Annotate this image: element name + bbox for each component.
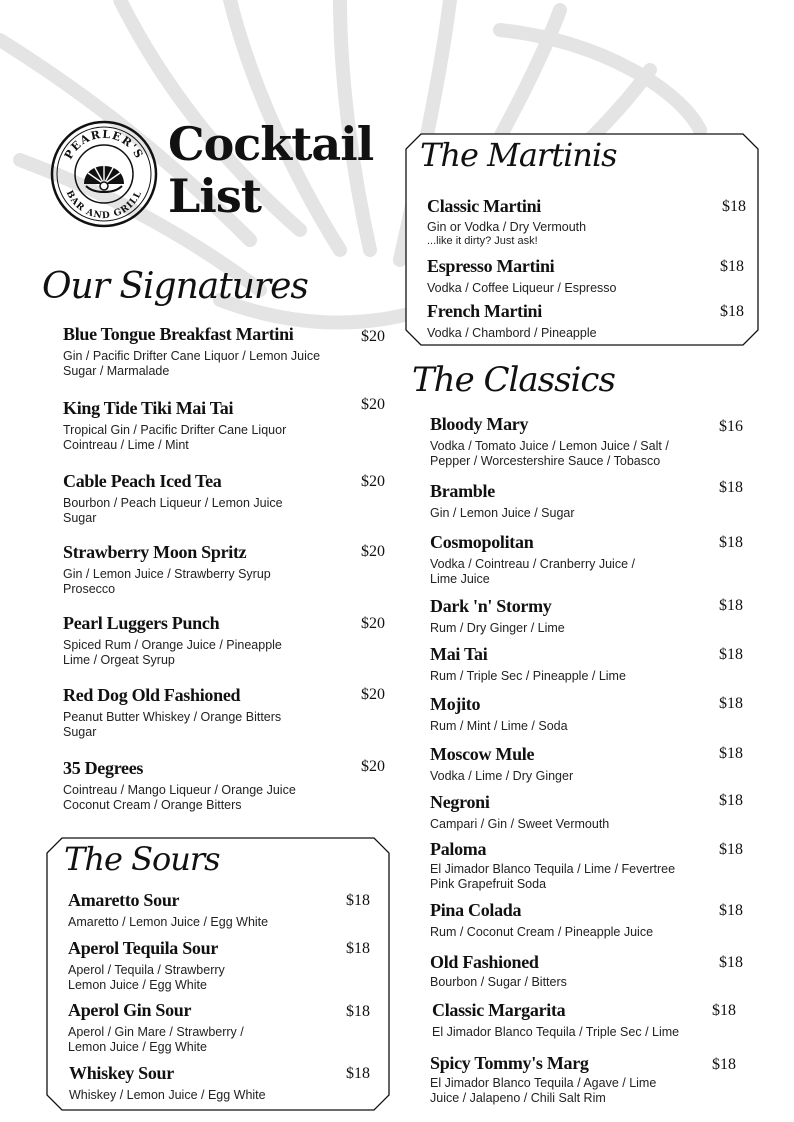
menu-item	[63, 324, 320, 379]
item-price: $18	[720, 303, 744, 320]
item-name: Whiskey Sour	[69, 1063, 174, 1083]
logo-top-text: PEARLER'S	[61, 127, 147, 162]
item-name: Red Dog Old Fashioned	[63, 685, 241, 705]
item-desc-line: Campari / Gin / Sweet Vermouth	[430, 817, 610, 831]
item-desc-line: Bourbon / Sugar / Bitters	[430, 975, 567, 989]
item-desc-line: Vodka / Lime / Dry Ginger	[430, 769, 574, 783]
item-desc-line: Aperol / Tequila / Strawberry	[68, 963, 225, 977]
item-name: Blue Tongue Breakfast Martini	[63, 324, 294, 344]
pearlers-logo	[50, 120, 158, 228]
item-desc-line: Pepper / Worcestershire Sauce / Tobasco	[430, 454, 661, 468]
signatures-heading: Our Signatures	[42, 266, 308, 307]
item-desc-line: Gin / Pacific Drifter Cane Liquor / Lemon Juice	[63, 349, 321, 363]
item-name: Spicy Tommy's Marg	[430, 1053, 589, 1073]
menu-item	[430, 792, 609, 832]
item-name: French Martini	[427, 301, 542, 321]
item-desc-line: Vodka / Coffee Liqueur / Espresso	[427, 281, 617, 295]
item-desc-line: Rum / Dry Ginger / Lime	[430, 621, 565, 635]
item-desc-line: Whiskey / Lemon Juice / Egg White	[69, 1088, 266, 1102]
menu-item	[63, 685, 281, 740]
item-price: $18	[719, 954, 743, 971]
item-desc-line: Rum / Triple Sec / Pineapple / Lime	[430, 669, 626, 683]
menu-item	[63, 613, 282, 668]
menu-item	[68, 1000, 244, 1055]
item-price: $18	[719, 597, 743, 614]
item-name: Dark 'n' Stormy	[430, 596, 552, 616]
item-price: $18	[722, 198, 746, 215]
menu-item	[63, 471, 283, 526]
sours-heading: The Sours	[64, 840, 220, 878]
item-desc-line: Sugar	[63, 511, 97, 525]
item-desc-line: Vodka / Tomato Juice / Lemon Juice / Salt /	[430, 439, 669, 453]
item-desc-line: Coconut Cream / Orange Bitters	[63, 798, 242, 812]
item-price: $16	[719, 418, 743, 435]
item-desc-line: Lime / Orgeat Syrup	[63, 653, 175, 667]
item-description	[63, 710, 281, 740]
item-desc-line: Vodka / Chambord / Pineapple	[427, 326, 597, 340]
item-desc-line: Gin / Lemon Juice / Strawberry Syrup	[63, 567, 271, 581]
menu-item	[63, 398, 286, 453]
item-price: $18	[719, 695, 743, 712]
item-name: Paloma	[430, 839, 487, 859]
item-description	[430, 769, 573, 784]
item-description	[430, 817, 609, 832]
item-price: $20	[361, 473, 385, 490]
item-price: $18	[719, 646, 743, 663]
title-line-2: List	[168, 169, 261, 223]
item-price: $18	[712, 1056, 736, 1073]
item-desc-line: Lemon Juice / Egg White	[68, 1040, 207, 1054]
item-name: Amaretto Sour	[68, 890, 180, 910]
shell-pearl-icon	[84, 164, 124, 192]
item-desc-line: Amaretto / Lemon Juice / Egg White	[68, 915, 269, 929]
menu-item	[63, 542, 271, 597]
item-description	[69, 1088, 266, 1103]
item-desc-line: Lemon Juice / Egg White	[68, 978, 207, 992]
item-description	[430, 669, 626, 684]
item-price: $18	[346, 940, 370, 957]
menu-item	[427, 301, 597, 341]
item-description	[430, 1076, 656, 1106]
item-name: Pina Colada	[430, 900, 522, 920]
item-desc-line: Gin / Lemon Juice / Sugar	[430, 506, 575, 520]
item-name: Strawberry Moon Spritz	[63, 542, 247, 562]
item-desc-line: Rum / Coconut Cream / Pineapple Juice	[430, 925, 654, 939]
item-name: Bramble	[430, 481, 495, 501]
menu-item	[430, 644, 626, 684]
menu-item	[432, 1000, 679, 1040]
item-price: $18	[719, 745, 743, 762]
martinis-heading: The Martinis	[420, 136, 617, 174]
item-price: $18	[719, 902, 743, 919]
item-name: Aperol Tequila Sour	[68, 938, 219, 958]
item-description	[68, 915, 268, 930]
item-description	[68, 963, 225, 993]
menu-item	[68, 890, 268, 930]
classics-heading: The Classics	[412, 360, 615, 400]
menu-item	[63, 758, 296, 813]
item-description	[63, 783, 296, 813]
item-description	[430, 557, 635, 587]
menu-item	[69, 1063, 266, 1103]
item-price: $18	[346, 1003, 370, 1020]
item-price: $20	[361, 396, 385, 413]
menu-item	[430, 1053, 656, 1106]
item-name: Espresso Martini	[427, 256, 555, 276]
item-desc-line: Prosecco	[63, 582, 116, 596]
item-desc-line: Bourbon / Peach Liqueur / Lemon Juice	[63, 496, 283, 510]
item-description	[430, 719, 568, 734]
item-name: Aperol Gin Sour	[68, 1000, 192, 1020]
menu-item	[430, 952, 567, 990]
item-desc-line: Cointreau / Lime / Mint	[63, 438, 189, 452]
item-name: Cable Peach Iced Tea	[63, 471, 222, 491]
item-description	[63, 349, 320, 379]
item-desc-line: ...like it dirty? Just ask!	[427, 235, 538, 247]
item-desc-line: Sugar / Marmalade	[63, 364, 170, 378]
item-description	[427, 326, 597, 341]
item-description	[430, 621, 565, 636]
item-name: Classic Margarita	[432, 1000, 566, 1020]
item-price: $20	[361, 615, 385, 632]
item-desc-line: Cointreau / Mango Liqueur / Orange Juice	[63, 783, 296, 797]
item-price: $18	[346, 892, 370, 909]
page-title	[168, 118, 373, 222]
title-line-1: Cocktail	[168, 117, 374, 171]
item-price: $18	[719, 479, 743, 496]
logo-bottom-text: BAR AND GRILL	[63, 189, 145, 222]
item-name: Old Fashioned	[430, 952, 539, 972]
item-desc-line: El Jimador Blanco Tequila / Agave / Lime	[430, 1076, 657, 1090]
item-price: $20	[361, 686, 385, 703]
item-name: Cosmopolitan	[430, 532, 534, 552]
item-description	[430, 862, 675, 892]
item-description	[63, 496, 283, 526]
item-desc-line: El Jimador Blanco Tequila / Lime / Fevertree	[430, 862, 676, 876]
item-desc-line: Rum / Mint / Lime / Soda	[430, 719, 568, 733]
menu-item	[427, 256, 616, 296]
item-price: $20	[361, 543, 385, 560]
item-description	[427, 220, 586, 248]
item-price: $18	[719, 841, 743, 858]
item-price: $20	[361, 328, 385, 345]
item-name: Mojito	[430, 694, 481, 714]
item-description	[63, 567, 271, 597]
item-desc-line: Pink Grapefruit Soda	[430, 877, 547, 891]
menu-item	[430, 596, 565, 636]
item-desc-line: Sugar	[63, 725, 97, 739]
item-desc-line: Vodka / Cointreau / Cranberry Juice /	[430, 557, 635, 571]
menu-item	[430, 839, 675, 892]
menu-item	[430, 414, 669, 469]
item-desc-line: Peanut Butter Whiskey / Orange Bitters	[63, 710, 282, 724]
item-description	[430, 506, 575, 521]
menu-item	[427, 196, 586, 248]
item-description	[430, 925, 653, 940]
item-description	[68, 1025, 244, 1055]
item-price: $18	[346, 1065, 370, 1082]
item-description	[430, 975, 567, 990]
menu-item	[430, 694, 568, 734]
item-name: Classic Martini	[427, 196, 541, 216]
item-desc-line: Aperol / Gin Mare / Strawberry /	[68, 1025, 244, 1039]
item-description	[63, 423, 286, 453]
item-desc-line: Juice / Jalapeno / Chili Salt Rim	[430, 1091, 606, 1105]
item-description	[427, 281, 616, 296]
item-desc-line: Gin or Vodka / Dry Vermouth	[427, 220, 587, 234]
item-desc-line: Tropical Gin / Pacific Drifter Cane Liquor	[63, 423, 287, 437]
item-description	[63, 638, 282, 668]
item-name: Pearl Luggers Punch	[63, 613, 220, 633]
item-desc-line: Lime Juice	[430, 572, 490, 586]
item-price: $18	[719, 534, 743, 551]
item-desc-line: Spiced Rum / Orange Juice / Pineapple	[63, 638, 282, 652]
item-price: $18	[720, 258, 744, 275]
item-desc-line: El Jimador Blanco Tequila / Triple Sec / Lime	[432, 1025, 680, 1039]
item-price: $18	[719, 792, 743, 809]
menu-item	[430, 744, 573, 784]
menu-item	[430, 900, 653, 940]
item-description	[432, 1025, 679, 1040]
item-price: $18	[712, 1002, 736, 1019]
menu-item	[68, 938, 225, 993]
item-name: Moscow Mule	[430, 744, 535, 764]
menu-item	[430, 481, 575, 521]
item-name: 35 Degrees	[63, 758, 144, 778]
item-name: King Tide Tiki Mai Tai	[63, 398, 234, 418]
item-name: Negroni	[430, 792, 490, 812]
item-price: $20	[361, 758, 385, 775]
item-description	[430, 439, 669, 469]
item-name: Mai Tai	[430, 644, 488, 664]
item-name: Bloody Mary	[430, 414, 529, 434]
menu-item	[430, 532, 635, 587]
